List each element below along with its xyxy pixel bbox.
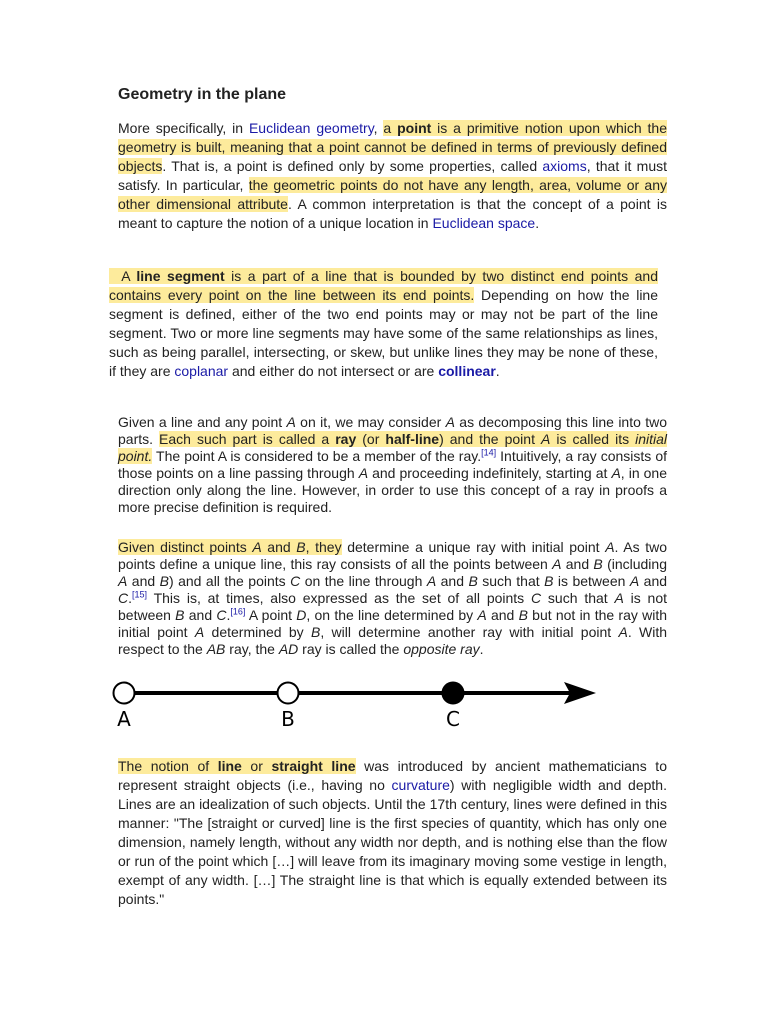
point-a	[114, 683, 135, 704]
var: A	[629, 573, 640, 589]
term-point: point	[397, 120, 432, 136]
text: .	[128, 590, 133, 606]
var: AB	[206, 641, 226, 657]
point-b	[278, 683, 299, 704]
term-straight-line: straight line	[271, 758, 356, 774]
text: and	[127, 573, 160, 589]
var: A	[252, 539, 262, 555]
var: A	[477, 607, 487, 623]
text: .	[495, 363, 500, 379]
text: Intuitively, a ray consists of those points on a line passing through	[118, 448, 667, 481]
text: ,	[373, 120, 384, 136]
text: ray, the	[225, 641, 279, 657]
link-axioms[interactable]: axioms	[542, 158, 587, 174]
var: A	[286, 414, 296, 430]
text: . That is, a point is defined only by some properties, called	[162, 158, 543, 174]
text: such that	[477, 573, 545, 589]
text: Given a line and any point	[118, 414, 287, 430]
text: . With respect to the	[118, 624, 668, 657]
text: or	[241, 758, 272, 774]
link-curvature[interactable]: curvature	[391, 777, 450, 793]
link-coplanar[interactable]: coplanar	[174, 363, 229, 379]
highlight-dimensionless: the geometric points do not have any length, area, volume or any other dimensional attribute	[118, 177, 667, 212]
link-euclidean-geometry[interactable]: Euclidean geometry	[248, 120, 374, 136]
var: B	[159, 573, 169, 589]
text: A point	[245, 607, 297, 623]
text: , on the line determined by	[306, 607, 478, 623]
text: The notion of	[118, 758, 218, 774]
term-half-line: half-line	[385, 431, 440, 447]
var: B	[468, 573, 478, 589]
text: ray is called the	[298, 641, 404, 657]
citation-15[interactable]: [15]	[132, 589, 148, 600]
text: is not between	[118, 590, 668, 623]
text: , will determine another ray with initial point	[320, 624, 619, 640]
var: A	[614, 590, 624, 606]
citation-16[interactable]: [16]	[230, 606, 246, 617]
var: B	[593, 556, 603, 572]
var: A	[426, 573, 437, 589]
text: on it, we may consider	[295, 414, 446, 430]
paragraph-distinct-points	[109, 539, 667, 658]
text: as decomposing this line into two parts.	[118, 414, 668, 447]
highlight-line-notion	[118, 758, 356, 774]
var: A	[194, 624, 205, 640]
text: and	[561, 556, 594, 572]
text: was introduced by ancient mathematicians to represent straight objects (i.e., having no	[118, 758, 667, 793]
text: (or	[356, 431, 386, 447]
text: . As two points define a unique line, this ray consists of all the points between	[118, 539, 667, 572]
paragraph-line-segment	[109, 267, 658, 381]
var: AD	[278, 641, 299, 657]
text: and either do not intersect or are	[228, 363, 439, 379]
term-line-segment: line segment	[136, 268, 225, 284]
text: The point A is considered to be a member of the ray.	[152, 448, 482, 464]
var: B	[310, 624, 321, 640]
label-c: C	[446, 707, 460, 731]
label-b: B	[281, 707, 295, 731]
text: such that	[541, 590, 615, 606]
text: ) with negligible width and depth. Lines are an idealization of such objects. Until the 17th century, lines were defined in this manner: "The [straight or curved] line is the first species of quantity, which has only one dimension, namely length, without any width nor depth, and is nothing else than the flow or run of the point which […] will leave from its imaginary moving some vestige in length, exempt of any width. […] The straight line is that which is equally extended between its points."	[118, 777, 667, 907]
var: A	[618, 624, 628, 640]
var: A	[541, 431, 551, 447]
var: A	[611, 465, 621, 481]
var: D	[296, 607, 307, 623]
link-collinear[interactable]: collinear	[438, 363, 496, 379]
text: This is, at times, also expressed as the set of all points	[147, 590, 531, 606]
ray-diagram	[108, 678, 608, 734]
citation-14[interactable]: [14]	[481, 447, 497, 458]
text: , that it must satisfy. In particular,	[118, 158, 667, 193]
term-line: line	[217, 758, 242, 774]
paragraph-ray	[109, 414, 667, 516]
text: , in one direction only along the line. However, in order to use this concept of a ray in proofs a more precise definition is required.	[118, 465, 667, 515]
text: .	[479, 641, 484, 657]
text: . A common interpretation is that the concept of a point is meant to capture the notion of a unique location in	[118, 196, 667, 231]
paragraph-point	[109, 119, 667, 233]
var: A	[445, 414, 455, 430]
text: is between	[553, 573, 630, 589]
text: but not in the ray with initial point	[118, 607, 667, 640]
var: A	[118, 573, 128, 589]
text: and	[184, 607, 217, 623]
text: and	[261, 539, 297, 555]
var: C	[118, 590, 129, 606]
text: is a primitive notion upon which the geometry is built, meaning that a point cannot be defined in terms of previously defined objects	[118, 120, 667, 174]
text: Given distinct points	[118, 539, 253, 555]
text: ) and all the points	[168, 573, 291, 589]
link-euclidean-space[interactable]: Euclidean space	[432, 215, 536, 231]
text: and	[639, 573, 668, 589]
var: A	[358, 465, 369, 481]
term-ray: ray	[335, 431, 357, 447]
text: .	[226, 607, 231, 623]
text: .	[535, 215, 540, 231]
term-initial-point: initial point.	[118, 431, 668, 464]
text: is a part of a line that is bounded by two distinct end points and contains every point on the line between its end points.	[109, 268, 658, 303]
text: and	[486, 607, 519, 623]
highlight-distinct-points	[118, 539, 342, 555]
point-c	[443, 683, 464, 704]
var: A	[552, 556, 562, 572]
text: a	[383, 120, 398, 136]
term-opposite-ray: opposite ray	[403, 641, 480, 657]
text: is called its	[550, 431, 636, 447]
text: determine a unique ray with initial point	[341, 539, 606, 555]
text: and	[436, 573, 469, 589]
text: Each such part is called a	[159, 431, 336, 447]
text: A	[121, 268, 137, 284]
text: determined by	[204, 624, 311, 640]
var: C	[216, 607, 227, 623]
text: , they	[305, 539, 342, 555]
text: on the line through	[300, 573, 427, 589]
text: Depending on how the line segment is defined, either of the two end points may or may not be part of the line segment. Two or more line segments may have some of the same relationships as lines, such as being parallel, intersecting, or skew, but unlike lines they may be none of these, if they are	[109, 287, 658, 379]
var: B	[518, 607, 528, 623]
paragraph-line	[109, 757, 667, 909]
var: C	[531, 590, 542, 606]
var: B	[544, 573, 554, 589]
var: B	[296, 539, 306, 555]
text: More specifically, in	[118, 120, 249, 136]
text: ) and the point	[439, 431, 541, 447]
var: A	[605, 539, 615, 555]
label-a: A	[117, 707, 131, 731]
section-heading: Geometry in the plane	[118, 86, 287, 103]
text: (including	[602, 556, 667, 572]
var: C	[290, 573, 301, 589]
text: and proceeding indefinitely, starting at	[368, 465, 612, 481]
var: B	[175, 607, 185, 623]
